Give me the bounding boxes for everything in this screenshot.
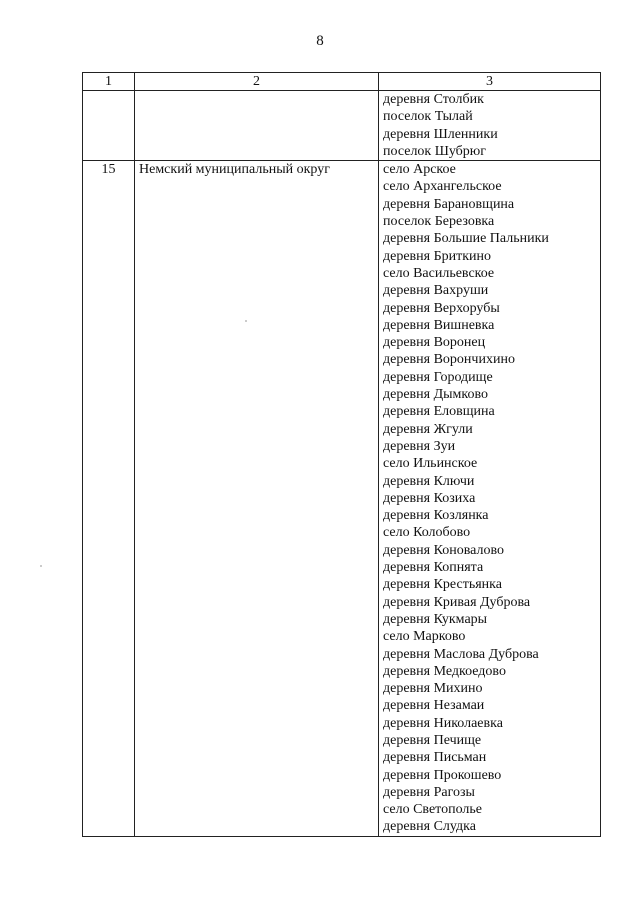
settlement-item: деревня Вахруши xyxy=(383,283,489,299)
settlement-item: деревня Верхорубы xyxy=(383,300,500,316)
settlement-item: деревня Письман xyxy=(383,750,487,766)
settlement-item: деревня Михино xyxy=(383,681,483,697)
settlement-item: деревня Столбик xyxy=(383,92,484,107)
settlement-item: деревня Маслова Дуброва xyxy=(383,646,539,662)
settlement-item: деревня Шленники xyxy=(383,126,498,142)
settlement-item: деревня Воронец xyxy=(383,335,486,351)
settlement-item: деревня Городище xyxy=(383,369,493,385)
settlement-item: деревня Копнята xyxy=(383,560,484,576)
settlement-item: деревня Кукмары xyxy=(383,611,488,627)
settlement-item: деревня Кривая Дуброва xyxy=(383,594,531,610)
page-number: 8 xyxy=(316,33,324,49)
settlement-item: деревня Жгули xyxy=(383,421,473,437)
row-number: 15 xyxy=(83,161,135,837)
district-name xyxy=(135,91,379,161)
settlement-item: деревня Козлянка xyxy=(383,508,489,524)
settlement-item: деревня Еловщина xyxy=(383,404,495,420)
settlement-item: село Светополье xyxy=(383,802,482,818)
column-header-3: 3 xyxy=(379,73,601,91)
settlement-item: деревня Зуи xyxy=(383,438,456,454)
settlement-item: деревня Большие Пальники xyxy=(383,231,549,247)
settlement-item: село Архангельское xyxy=(383,179,502,195)
settlement-item: деревня Барановщина xyxy=(383,196,515,212)
settlement-item: поселок Шубрюг xyxy=(383,143,486,159)
settlement-item: деревня Дымково xyxy=(383,387,489,403)
column-header-2: 2 xyxy=(135,73,379,91)
settlement-item: деревня Крестьянка xyxy=(383,577,502,593)
settlement-item: деревня Николаевка xyxy=(383,715,503,731)
scan-speck xyxy=(40,565,42,567)
settlement-item: деревня Рагозы xyxy=(383,784,475,800)
settlements-table xyxy=(82,72,601,837)
settlement-item: деревня Бриткино xyxy=(383,248,492,264)
settlement-item: деревня Вишневка xyxy=(383,317,495,333)
settlement-item: деревня Медкоедово xyxy=(383,663,506,679)
settlement-item: село Марково xyxy=(383,629,466,645)
settlement-item: деревня Слудка xyxy=(383,819,476,835)
settlement-item: поселок Тылай xyxy=(383,109,473,125)
settlement-item: деревня Ключи xyxy=(383,473,475,489)
settlement-item: деревня Незамаи xyxy=(383,698,485,714)
row-number xyxy=(83,91,135,161)
settlement-item: деревня Ворончихино xyxy=(383,352,515,368)
column-header-1: 1 xyxy=(83,73,135,91)
table-body xyxy=(83,91,601,837)
settlements-cell xyxy=(379,91,601,161)
settlement-item: деревня Козиха xyxy=(383,490,476,506)
scan-speck xyxy=(245,320,247,322)
table-row xyxy=(83,161,601,837)
settlement-item: село Ильинское xyxy=(383,456,478,472)
settlement-item: деревня Коновалово xyxy=(383,542,504,558)
district-name: Немский муниципальный округ xyxy=(135,161,379,837)
settlements-cell xyxy=(379,161,601,837)
table-row xyxy=(83,91,601,161)
settlement-item: село Арское xyxy=(383,162,456,178)
settlement-item: село Васильевское xyxy=(383,265,495,281)
settlement-item: деревня Печище xyxy=(383,732,482,748)
table-header-row xyxy=(83,73,601,91)
settlement-item: деревня Прокошево xyxy=(383,767,502,783)
settlement-item: село Колобово xyxy=(383,525,471,541)
settlement-item: поселок Березовка xyxy=(383,214,495,230)
